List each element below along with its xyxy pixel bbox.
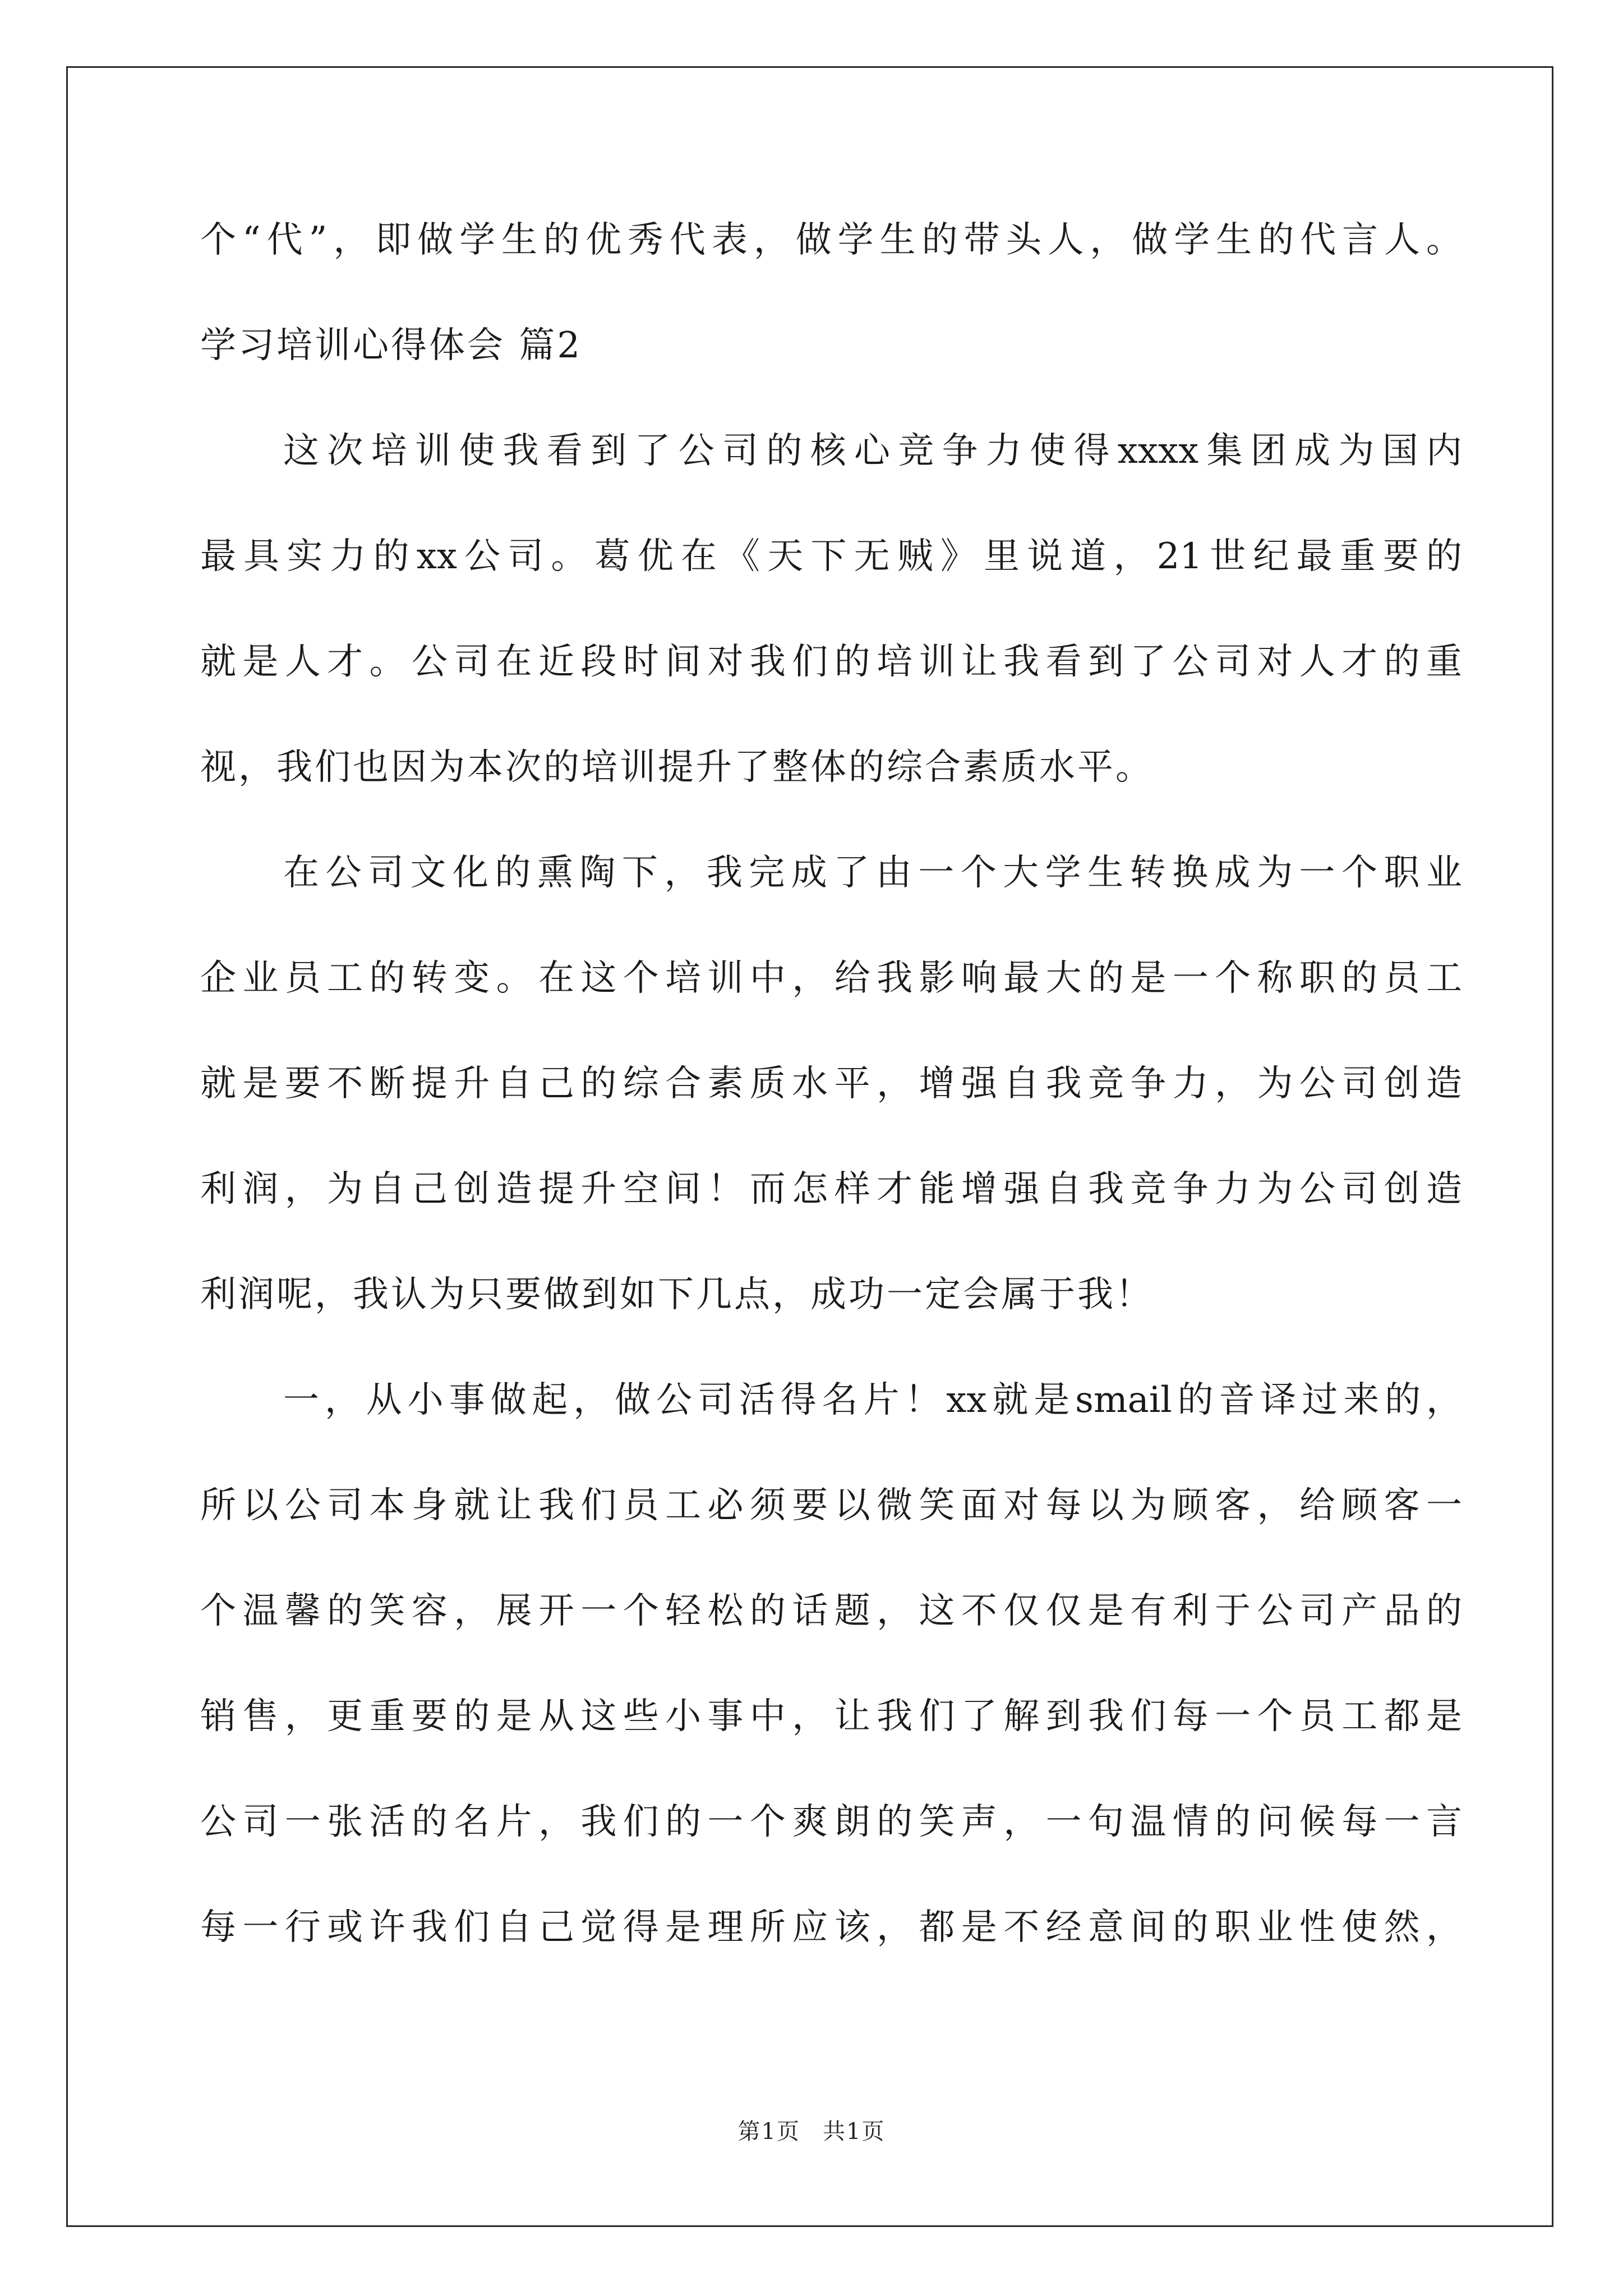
text-line: 公司一张活的名片，我们的一个爽朗的笑声，一句温情的问候每一言	[200, 1801, 1462, 1843]
text-line: 所以公司本身就让我们员工必须要以微笑面对每以为顾客，给顾客一	[200, 1485, 1462, 1526]
page-number: 第1页	[737, 2119, 800, 2145]
text-line: 个温馨的笑容，展开一个轻松的话题，这不仅仅是有利于公司产品的	[200, 1590, 1462, 1632]
text-line: 最具实力的xx公司。葛优在《天下无贼》里说道，21世纪最重要的	[200, 536, 1462, 577]
text-line: 个“代”，即做学生的优秀代表，做学生的带头人，做学生的代言人。	[200, 219, 1462, 261]
page-footer	[0, 2115, 1623, 2148]
text-line: 每一行或许我们自己觉得是理所应该，都是不经意间的职业性使然，	[200, 1907, 1462, 1948]
text-line: 利润呢，我认为只要做到如下几点，成功一定会属于我！	[200, 1274, 1154, 1315]
document-body	[200, 212, 1462, 2005]
text-line: 利润，为自己创造提升空间！而怎样才能增强自我竞争力为公司创造	[200, 1168, 1462, 1210]
page-total: 共1页	[823, 2119, 886, 2145]
text-line: 就是要不断提升自己的综合素质水平，增强自我竞争力，为公司创造	[200, 1063, 1462, 1105]
text-line: 视，我们也因为本次的培训提升了整体的综合素质水平。	[200, 747, 1154, 788]
text-line: 企业员工的转变。在这个培训中，给我影响最大的是一个称职的员工	[200, 958, 1462, 999]
text-line: 就是人才。公司在近段时间对我们的培训让我看到了公司对人才的重	[200, 641, 1462, 683]
text-line: 销售，更重要的是从这些小事中，让我们了解到我们每一个员工都是	[200, 1696, 1462, 1737]
text-line: 这次培训使我看到了公司的核心竞争力使得xxxx集团成为国内	[283, 430, 1462, 472]
text-line: 在公司文化的熏陶下，我完成了由一个大学生转换成为一个职业	[283, 852, 1462, 894]
section-heading: 学习培训心得体会 篇2	[200, 325, 583, 366]
text-line: 一，从小事做起，做公司活得名片！xx就是smail的音译过来的，	[283, 1379, 1462, 1421]
